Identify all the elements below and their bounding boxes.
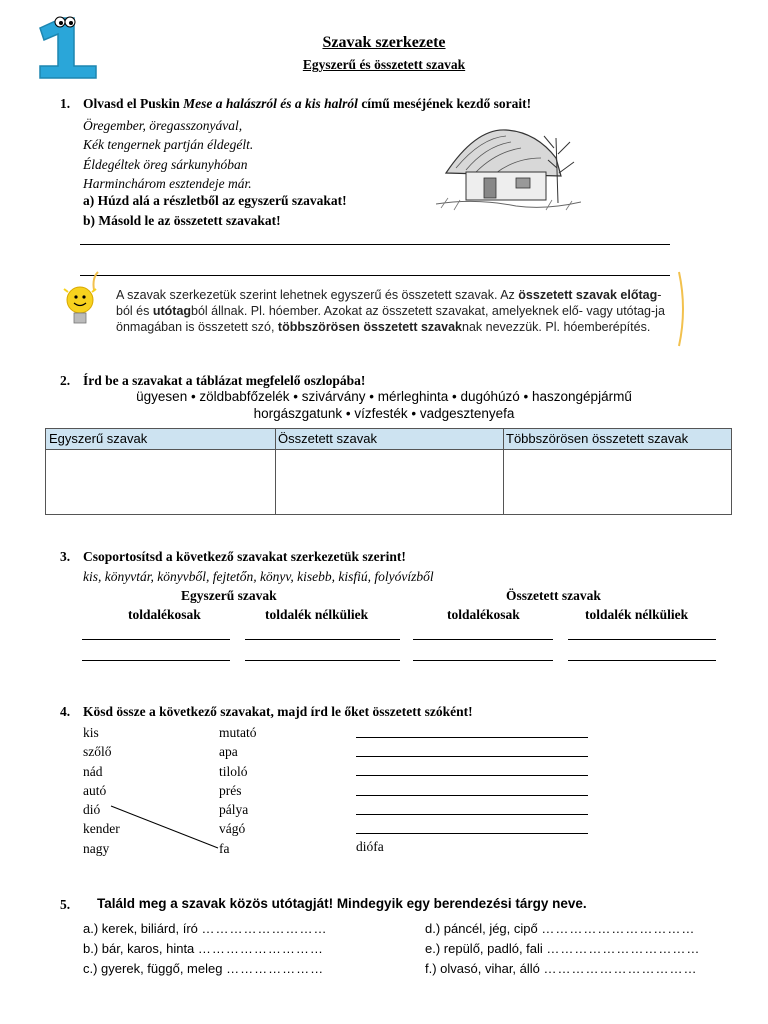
table-header-compound: Összetett szavak (275, 429, 503, 450)
subheading-affixed: toldalékosak (447, 607, 520, 622)
task1-story-title: Mese a halászról és a kis halról (183, 96, 358, 111)
table-header-multiple-compound: Többszörösen összetett szavak (503, 429, 731, 450)
info-text-part: nak nevezzük. Pl. hóemberépítés. (462, 320, 651, 334)
left-word[interactable]: nagy (83, 840, 110, 856)
info-text-bold: összetett szavak előtag (518, 288, 658, 302)
subheading-unaffixed: toldalék nélküliek (585, 607, 689, 622)
info-text-bold: utótag (152, 304, 192, 318)
riddle-item (83, 959, 328, 979)
riddle-words: d.) páncél, jég, cipő (425, 921, 538, 936)
task2-word-list-line2: horgászgatunk • vízfesték • vadgesztenyefa (253, 406, 515, 421)
answer-line[interactable] (356, 737, 588, 738)
riddle-item (425, 939, 700, 959)
task2-number: 2. (60, 373, 71, 388)
answer-line[interactable] (356, 833, 588, 834)
group-simple-heading: Egyszerű szavak (181, 588, 277, 603)
right-word[interactable]: vágó (219, 821, 246, 837)
task3-words: kis, könyvtár, könyvből, fejtetőn, könyv, kisebb, kisfiú, folyóvízből (83, 569, 434, 584)
task5-instruction: Találd meg a szavak közös utótagját! Mindegyik egy berendezési tárgy neve. (97, 896, 587, 911)
info-text-part: -ból és (116, 288, 662, 318)
right-word[interactable]: prés (219, 782, 242, 798)
left-word[interactable]: autó (83, 782, 107, 798)
answer-line[interactable] (356, 756, 588, 757)
task2-word-list-line1: ügyesen • zöldbabfőzelék • szivárvány • mérleghinta • dugóhúzó • haszongépjármű (136, 389, 632, 404)
poem-line: Kék tengernek partján éldegélt. (83, 137, 254, 153)
info-text-part: A szavak szerkezetük szerint lehetnek egyszerű és összetett szavak. Az (116, 288, 519, 302)
riddle-words: b.) bár, karos, hinta (83, 941, 195, 956)
info-text-bold: többszörösen összetett szavak (277, 320, 462, 334)
subheading-affixed: toldalékosak (128, 607, 201, 622)
info-text-part: ból állnak. Pl. hóember. Azokat az összetett szavakat, amelyeknek elő- vagy utótag-ja önmagában is összetett szó, (116, 304, 665, 334)
riddle-item (83, 939, 328, 959)
answer-line[interactable] (356, 775, 588, 776)
riddle-words: e.) repülő, padló, fali (425, 941, 543, 956)
poem-line: Éldegéltek öreg sárkunyhóban (83, 156, 248, 172)
riddle-words: a.) kerek, biliárd, író (83, 921, 198, 936)
left-word[interactable]: dió (83, 802, 101, 818)
example-answer: diófa (356, 839, 384, 854)
riddle-answer-blank[interactable]: ………………… (226, 961, 325, 976)
poem-line: Öregember, öregasszonyával, (83, 118, 243, 133)
riddle-answer-blank[interactable]: …………………………… (543, 961, 698, 976)
answer-line[interactable] (356, 795, 588, 796)
page-title: Szavak szerkezete (322, 34, 446, 51)
left-word[interactable]: szőlő (83, 744, 112, 760)
group-compound-heading: Összetett szavak (506, 588, 601, 603)
right-word[interactable]: pálya (219, 802, 249, 818)
table-header-simple: Egyszerű szavak (46, 429, 275, 450)
riddle-words: c.) gyerek, függő, meleg (83, 961, 223, 976)
riddle-answer-blank[interactable]: …………………………… (546, 941, 701, 956)
subheading-unaffixed: toldalék nélküliek (265, 607, 369, 622)
right-word[interactable]: fa (219, 840, 230, 856)
task5-number: 5. (60, 897, 71, 912)
riddle-words: f.) olvasó, vihar, álló (425, 961, 540, 976)
task3-number: 3. (60, 549, 71, 564)
left-word[interactable]: nád (83, 763, 103, 779)
page-subtitle: Egyszerű és összetett szavak (302, 57, 466, 72)
poem-line: Harminchárom esztendeje már. (83, 175, 252, 191)
task2-instruction: Írd be a szavakat a táblázat megfelelő oszlopába! (83, 373, 366, 388)
right-word[interactable]: apa (219, 744, 238, 760)
task1-b: b) Másold le az összetett szavakat! (83, 213, 281, 228)
task1-intro-after: című meséjének kezdő sorait! (357, 96, 532, 111)
task4-number: 4. (60, 704, 71, 719)
left-word[interactable]: kender (83, 821, 120, 837)
answer-line[interactable] (356, 814, 588, 815)
task4-instruction: Kösd össze a következő szavakat, majd írd le őket összetett szóként! (83, 704, 473, 719)
task1-a: a) Húzd alá a részletből az egyszerű szavakat! (83, 193, 347, 208)
riddle-item (425, 959, 700, 979)
riddle-answer-blank[interactable]: ……………………… (197, 941, 324, 956)
task1-intro-before: Olvasd el Puskin (83, 96, 184, 111)
task1-number: 1. (60, 96, 71, 111)
task5-right-items (425, 919, 700, 979)
right-word[interactable]: tiloló (219, 763, 248, 779)
task5-left-items (83, 919, 328, 979)
riddle-answer-blank[interactable]: …………………………… (541, 921, 696, 936)
riddle-item (83, 919, 328, 939)
riddle-answer-blank[interactable]: ……………………… (201, 921, 328, 936)
task3-instruction: Csoportosítsd a következő szavakat szerkezetük szerint! (83, 549, 406, 564)
left-word[interactable]: kis (83, 725, 99, 740)
right-word[interactable]: mutató (219, 725, 257, 740)
riddle-item (425, 919, 700, 939)
